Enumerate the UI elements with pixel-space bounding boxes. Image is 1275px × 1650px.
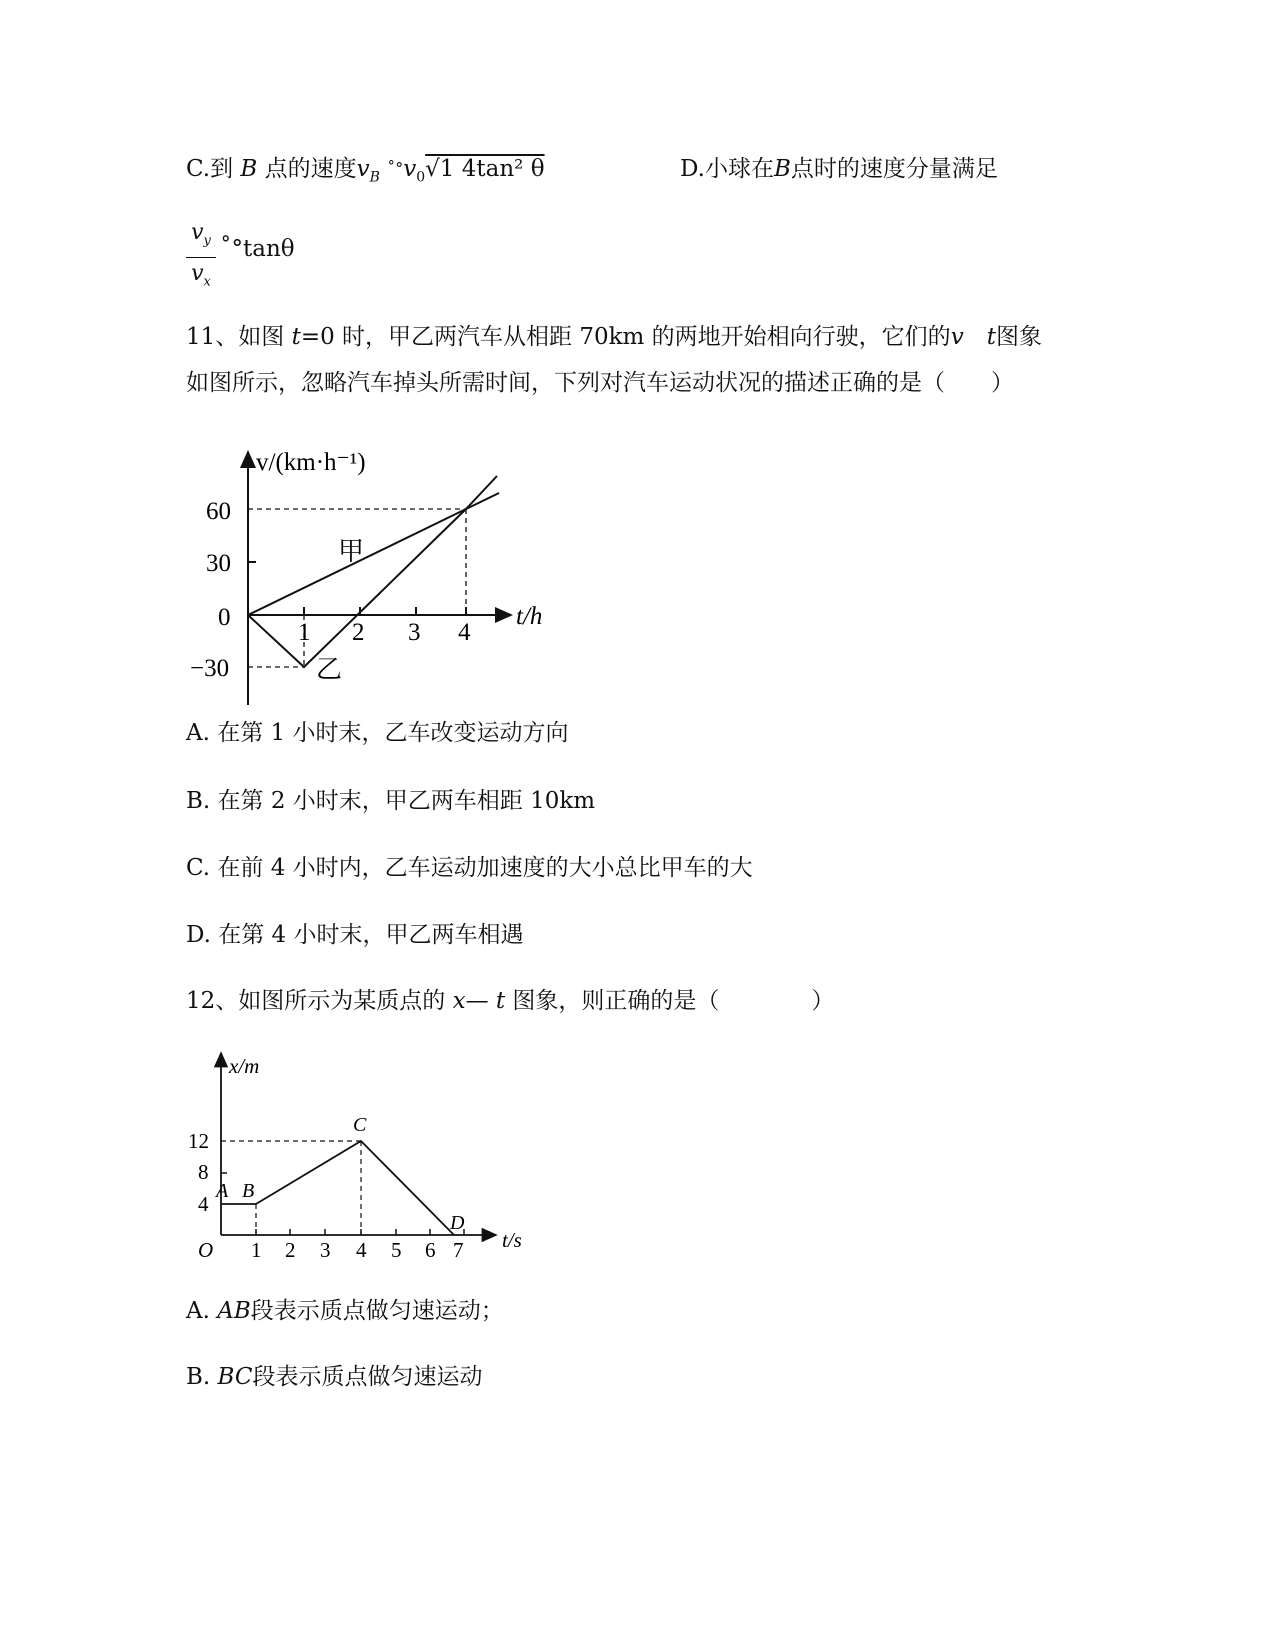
xt-xtick-3: 3	[320, 1238, 331, 1262]
vt-xlabel: t/h	[516, 603, 543, 630]
vt-ylabel: v/(km·h⁻¹)	[256, 449, 366, 476]
point-c-label: C	[353, 1114, 367, 1136]
vt-xtick-4: 4	[458, 619, 471, 646]
point-b-label: B	[242, 1180, 255, 1202]
q12-option-a: A. AB段表示质点做匀速运动；	[186, 1298, 504, 1324]
xt-origin: O	[198, 1238, 214, 1262]
q11-option-b: B. 在第 2 小时末，甲乙两车相距 10km	[186, 788, 596, 814]
xt-xtick-2: 2	[285, 1238, 296, 1262]
xt-xtick-6: 6	[425, 1238, 436, 1262]
q11-option-c: C. 在前 4 小时内，乙车运动加速度的大小总比甲车的大	[186, 855, 753, 881]
vt-ytick-0: 0	[218, 604, 231, 631]
q11-stem-line1: 11、如图 t=0 时，甲乙两汽车从相距 70km 的两地开始相向行驶，它们的v t图象	[186, 324, 1042, 350]
q12-stem: 12、如图所示为某质点的 x— t 图象，则正确的是（ ）	[186, 988, 835, 1014]
vt-xtick-2: 2	[352, 619, 365, 646]
vt-ytick-neg30: −30	[190, 655, 230, 682]
series-yi-label: 乙	[316, 655, 343, 684]
point-a-label: A	[216, 1180, 229, 1202]
xt-graph	[186, 1045, 546, 1270]
point-d-label: D	[450, 1212, 465, 1234]
series-jia-line	[248, 493, 499, 615]
series-jia-label: 甲	[338, 537, 365, 566]
xt-xtick-5: 5	[391, 1238, 402, 1262]
q11-option-a: A. 在第 1 小时末，乙车改变运动方向	[186, 720, 569, 746]
q10-option-d: D.小球在B点时的速度分量满足	[680, 156, 998, 182]
xt-ytick-12: 12	[188, 1129, 209, 1153]
xt-xtick-7: 7	[453, 1238, 464, 1262]
velocity-ratio-fraction: $v_y$ $v_x$	[186, 218, 216, 298]
q10-option-c: C.到 B 点的速度$v_B$ $^{˚^\circ}v_0√1$ 4tan² θ	[186, 156, 545, 186]
q11-option-d: D. 在第 4 小时末，甲乙两车相遇	[186, 922, 524, 948]
vt-ytick-30: 30	[206, 550, 231, 577]
xt-path	[221, 1141, 454, 1235]
xt-xtick-4: 4	[356, 1238, 367, 1262]
xt-ylabel: x/m	[229, 1054, 260, 1078]
vt-xtick-3: 3	[408, 619, 421, 646]
xt-ytick-8: 8	[198, 1160, 209, 1184]
xt-ytick-4: 4	[198, 1192, 209, 1216]
q11-stem-line2: 如图所示，忽略汽车掉头所需时间，下列对汽车运动状况的描述正确的是（ ）	[186, 370, 1014, 396]
xt-xlabel: t/s	[502, 1228, 522, 1252]
fraction-rhs: ˚°tanθ	[220, 236, 295, 262]
vt-graph	[186, 440, 556, 710]
q12-option-b: B. BC段表示质点做匀速运动	[186, 1364, 483, 1390]
vt-xtick-1: 1	[298, 619, 311, 646]
vt-ytick-60: 60	[206, 498, 231, 525]
xt-xtick-1: 1	[251, 1238, 262, 1262]
